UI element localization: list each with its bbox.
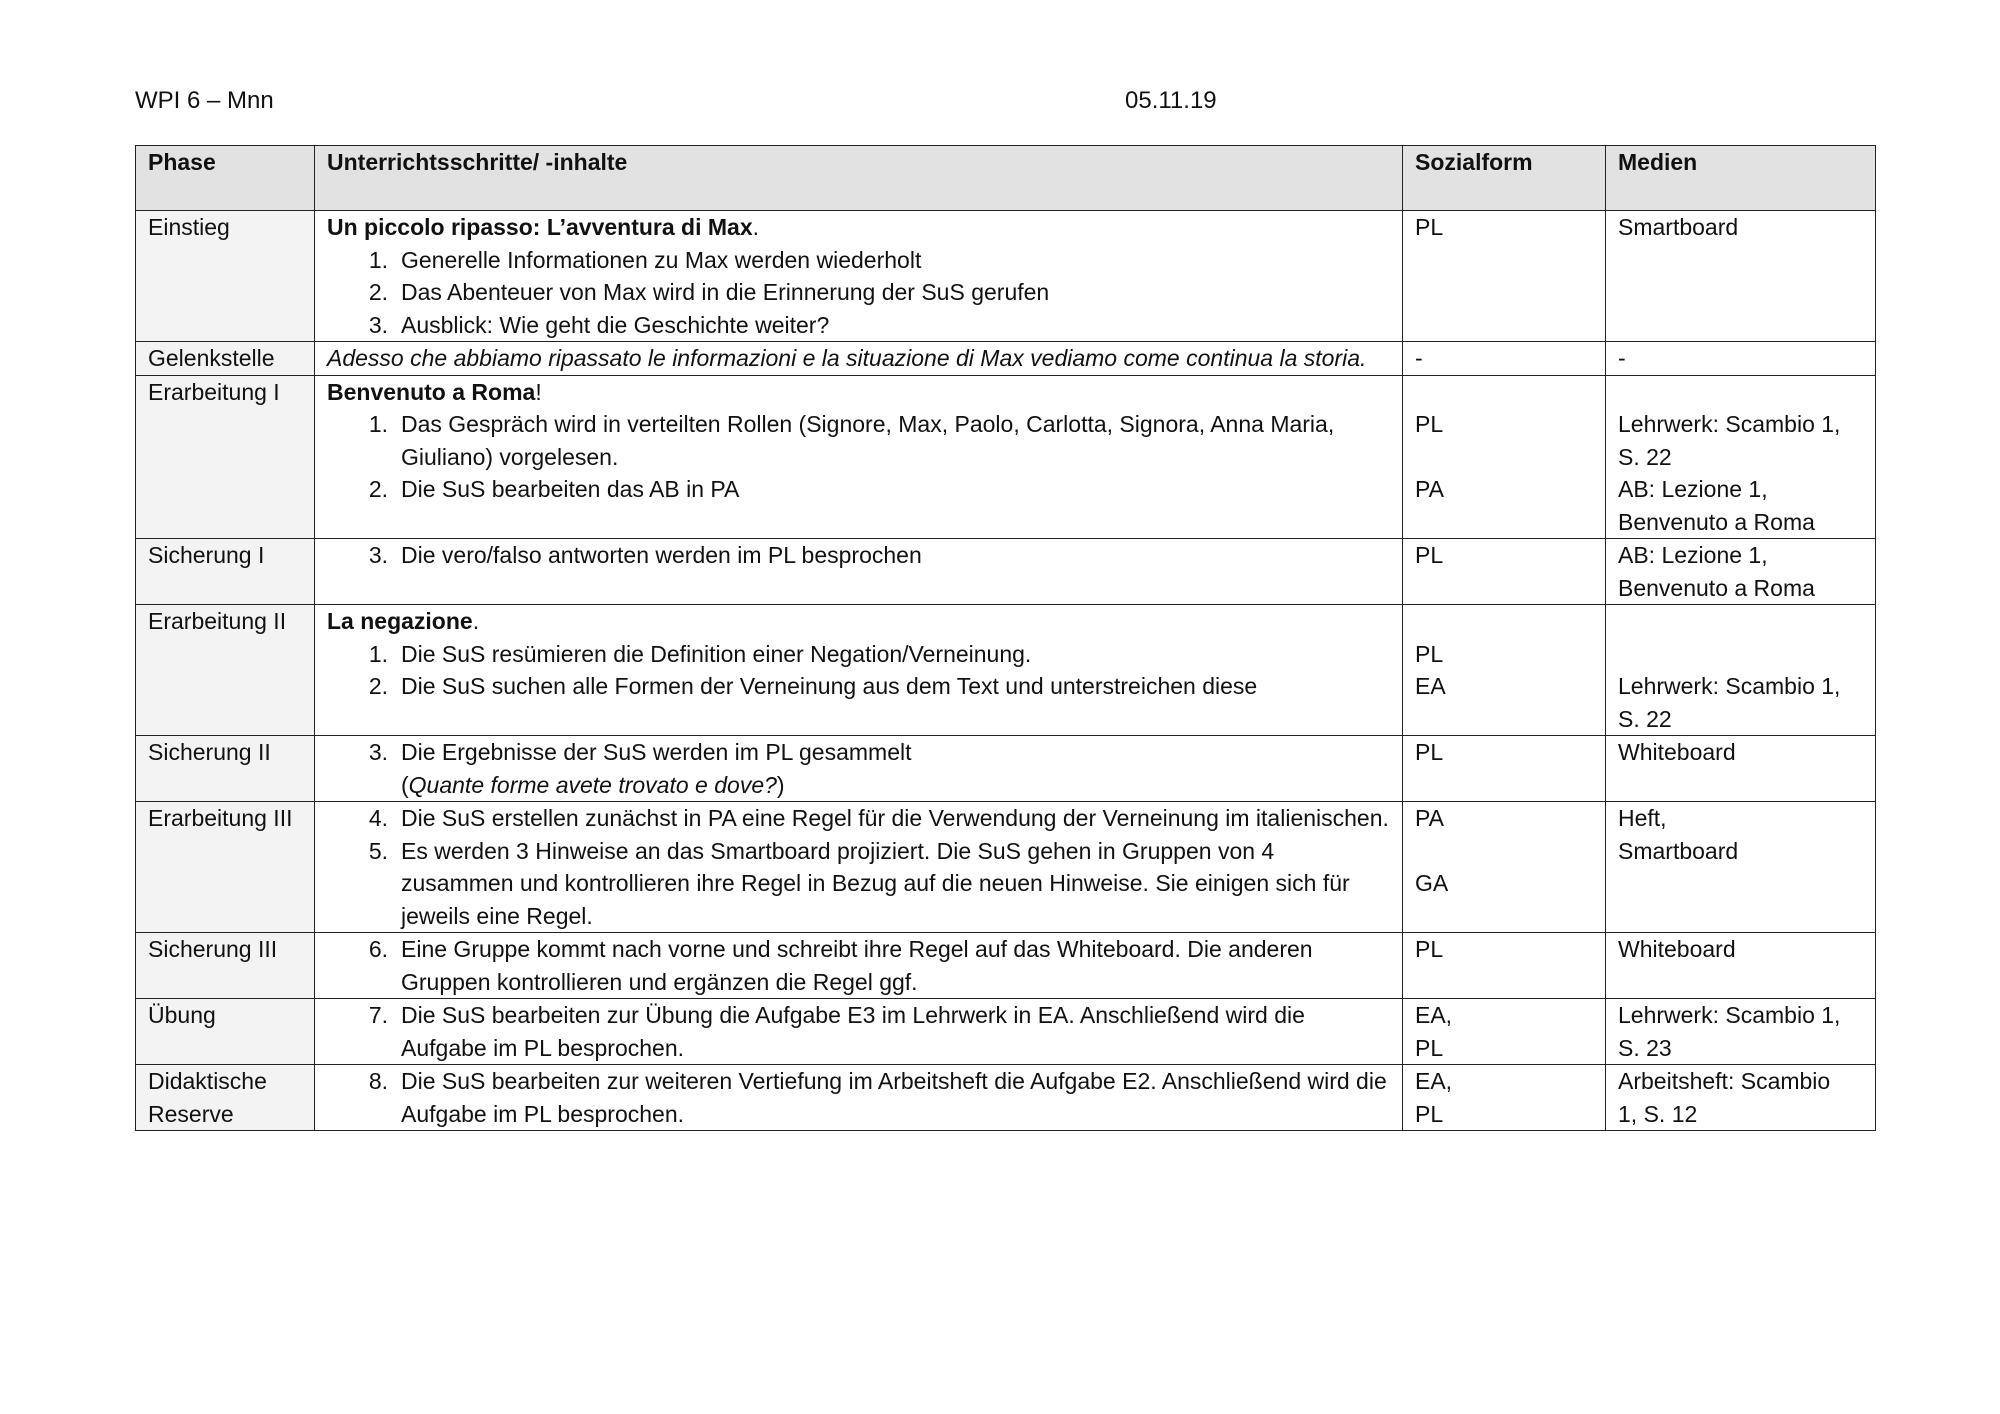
list-item: 7. Die SuS bearbeiten zur Übung die Aufgabe E3 im Lehrwerk in EA. Anschließend wird die Aufgabe im PL besprochen. [368, 1002, 1305, 1061]
course-label: WPI 6 – Mnn [135, 87, 274, 114]
phase-cell: Sicherung II [136, 736, 315, 802]
table-row [136, 1065, 1876, 1131]
steps-cell [315, 539, 1403, 605]
list-item: 2. Die SuS bearbeiten das AB in PA [368, 476, 740, 502]
phase-cell: Erarbeitung II [136, 605, 315, 736]
table-header-row [136, 146, 1876, 211]
steps-cell [315, 211, 1403, 342]
table-row [136, 999, 1876, 1065]
column-header-sozialform: Sozialform [1403, 146, 1606, 211]
medien-cell: Heft, Smartboard [1606, 802, 1876, 933]
steps-cell [315, 999, 1403, 1065]
column-header-medien: Medien [1606, 146, 1876, 211]
list-item-note: (Quante forme avete trovato e dove?) [401, 771, 785, 798]
table-row [136, 736, 1876, 802]
list-item: 8. Die SuS bearbeiten zur weiteren Vertiefung im Arbeitsheft die Aufgabe E2. Anschließend wird die Aufgabe im PL besprochen. [368, 1068, 1387, 1127]
medien-cell: Smartboard [1606, 211, 1876, 342]
phase-cell: Didaktische Reserve [136, 1065, 315, 1131]
date-label: 05.11.19 [1125, 87, 1217, 114]
list-item: 2. Das Abenteuer von Max wird in die Erinnerung der SuS gerufen [368, 279, 1050, 305]
table-row [136, 539, 1876, 605]
step-title: La negazione. [327, 608, 480, 634]
table-row [136, 342, 1876, 376]
medien-cell: AB: Lezione 1, Benvenuto a Roma [1606, 539, 1876, 605]
steps-cell [315, 933, 1403, 999]
medien-cell: Lehrwerk: Scambio 1, S. 23 [1606, 999, 1876, 1065]
sozialform-cell: EA, PL [1403, 999, 1606, 1065]
medien-cell: - [1606, 342, 1876, 376]
sozialform-cell: EA, PL [1403, 1065, 1606, 1131]
phase-cell: Erarbeitung I [136, 375, 315, 539]
sozialform-cell: PL [1403, 211, 1606, 342]
table-row [136, 375, 1876, 539]
list-item: 2. Die SuS suchen alle Formen der Verneinung aus dem Text und unterstreichen diese [368, 673, 1258, 699]
phase-cell: Einstieg [136, 211, 315, 342]
transition-text: Adesso che abbiamo ripassato le informazioni e la situazione di Max vediamo come continua la storia. [327, 345, 1367, 371]
list-item: 6. Eine Gruppe kommt nach vorne und schreibt ihre Regel auf das Whiteboard. Die anderen Gruppen kontrollieren und ergänzen die Regel ggf. [368, 936, 1313, 995]
sozialform-cell: PL [1403, 539, 1606, 605]
table-row [136, 605, 1876, 736]
medien-cell: Arbeitsheft: Scambio 1, S. 12 [1606, 1065, 1876, 1131]
table-row [136, 933, 1876, 999]
table-row [136, 802, 1876, 933]
step-title: Benvenuto a Roma! [327, 378, 542, 405]
sozialform-cell: PL [1403, 933, 1606, 999]
list-item: 3. Ausblick: Wie geht die Geschichte weiter? [368, 311, 830, 338]
column-header-phase: Phase [136, 146, 315, 211]
medien-cell: Lehrwerk: Scambio 1, S. 22 [1606, 605, 1876, 736]
sozialform-cell: PL PA [1403, 375, 1606, 539]
list-item: 3. Die vero/falso antworten werden im PL besprochen [368, 542, 922, 568]
medien-cell: Whiteboard [1606, 933, 1876, 999]
phase-cell: Sicherung I [136, 539, 315, 605]
phase-cell: Übung [136, 999, 315, 1065]
steps-cell [315, 605, 1403, 736]
medien-cell: Lehrwerk: Scambio 1, S. 22 AB: Lezione 1, Benvenuto a Roma [1606, 375, 1876, 539]
sozialform-cell: PA GA [1403, 802, 1606, 933]
column-header-steps: Unterrichtsschritte/ -inhalte [315, 146, 1403, 211]
sozialform-cell: PL EA [1403, 605, 1606, 736]
lesson-plan-table [135, 145, 1876, 1131]
sozialform-cell: - [1403, 342, 1606, 376]
list-item: 1. Die SuS resümieren die Definition einer Negation/Verneinung. [368, 640, 1032, 667]
steps-cell [315, 802, 1403, 933]
steps-cell [315, 375, 1403, 539]
sozialform-cell: PL [1403, 736, 1606, 802]
phase-cell: Erarbeitung III [136, 802, 315, 933]
steps-cell [315, 736, 1403, 802]
list-item: 1. Generelle Informationen zu Max werden wiederholt [368, 246, 922, 273]
table-row [136, 211, 1876, 342]
list-item: 3. Die Ergebnisse der SuS werden im PL gesammelt [368, 739, 912, 765]
list-item: 5. Es werden 3 Hinweise an das Smartboard projiziert. Die SuS gehen in Gruppen von 4 zusammen und kontrollieren ihre Regel in Bezug auf die neuen Hinweise. Sie einigen sich für jeweils eine Regel. [368, 837, 1350, 929]
steps-cell [315, 1065, 1403, 1131]
phase-cell: Sicherung III [136, 933, 315, 999]
steps-cell [315, 342, 1403, 376]
step-title: Un piccolo ripasso: L’avventura di Max. [327, 214, 760, 240]
medien-cell: Whiteboard [1606, 736, 1876, 802]
phase-cell: Gelenkstelle [136, 342, 315, 376]
list-item: 4. Die SuS erstellen zunächst in PA eine Regel für die Verwendung der Verneinung im italienischen. [368, 805, 1389, 831]
list-item: 1. Das Gespräch wird in verteilten Rollen (Signore, Max, Paolo, Carlotta, Signora, Anna Maria, Giuliano) vorgelesen. [368, 411, 1335, 470]
